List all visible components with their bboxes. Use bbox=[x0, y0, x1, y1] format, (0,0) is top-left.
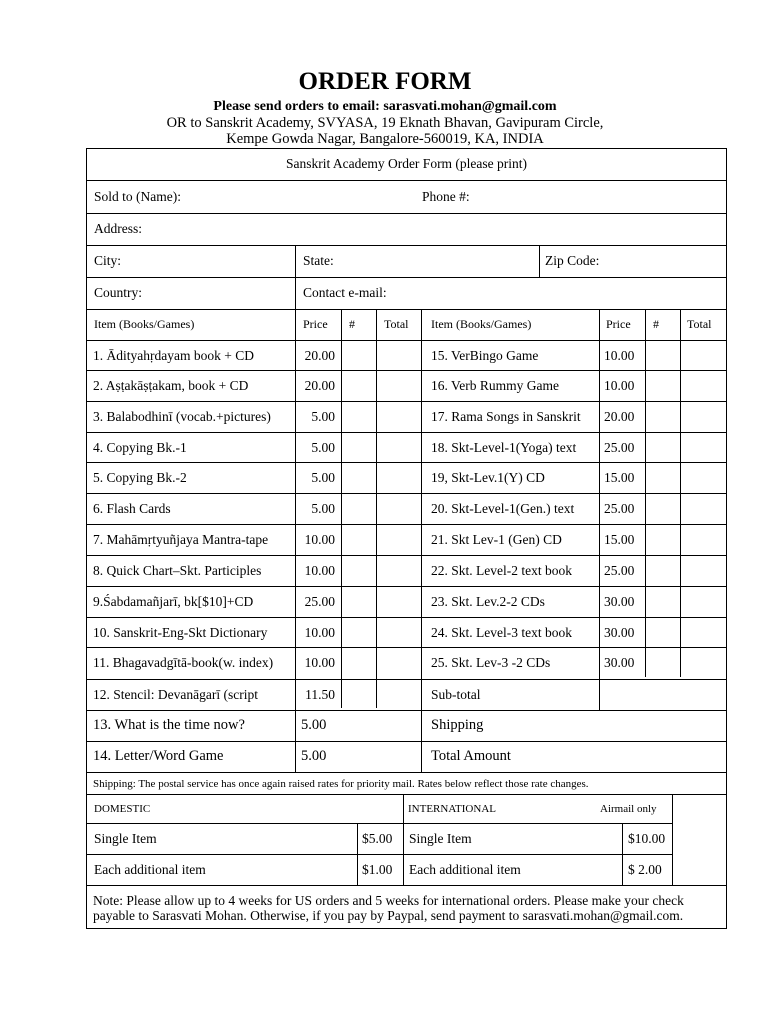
row-divider bbox=[87, 679, 726, 680]
col-divider bbox=[622, 823, 623, 885]
col-divider bbox=[645, 309, 646, 677]
row-divider bbox=[87, 586, 726, 587]
item-price: 5.00 bbox=[311, 409, 335, 424]
page-title: ORDER FORM bbox=[298, 68, 472, 95]
item-name: 19, Skt-Lev.1(Y) CD bbox=[431, 470, 545, 485]
footer-note-line-2: payable to Sarasvati Mohan. Otherwise, if you pay by Paypal, send payment to sarasvati.mohan@gmail.com. bbox=[93, 908, 684, 923]
col-divider bbox=[403, 794, 404, 885]
item-price: 25.00 bbox=[604, 563, 635, 578]
address-line-1: OR to Sanskrit Academy, SVYASA, 19 Eknath Bhavan, Gavipuram Circle, bbox=[166, 115, 604, 131]
dom-single-item-label: Single Item bbox=[94, 831, 157, 846]
form-header bbox=[0, 66, 770, 147]
item-name: 20. Skt-Level-1(Gen.) text bbox=[431, 501, 575, 516]
shipping-note: Shipping: The postal service has once again raised rates for priority mail. Rates below reflect those rate changes. bbox=[93, 778, 589, 790]
item-name: 11. Bhagavadgītā-book(w. index) bbox=[93, 655, 274, 670]
row-divider bbox=[87, 462, 726, 463]
item-name: 25. Skt. Lev-3 -2 CDs bbox=[431, 655, 551, 670]
item-price: 30.00 bbox=[604, 594, 635, 609]
international-label: INTERNATIONAL bbox=[408, 803, 496, 815]
item-name: 24. Skt. Level-3 text book bbox=[431, 625, 572, 640]
item-price: 5.00 bbox=[301, 717, 327, 733]
row-divider bbox=[87, 370, 726, 371]
email-instruction: Please send orders to email: sarasvati.mohan@gmail.com bbox=[213, 99, 557, 114]
phone-label: Phone #: bbox=[422, 189, 470, 204]
item-price: 10.00 bbox=[304, 625, 335, 640]
item-name: 6. Flash Cards bbox=[93, 501, 171, 516]
item-name: 10. Sanskrit-Eng-Skt Dictionary bbox=[93, 625, 268, 640]
item-price: 5.00 bbox=[311, 440, 335, 455]
city-label: City: bbox=[94, 253, 122, 268]
row-divider bbox=[87, 741, 726, 742]
row-divider bbox=[87, 401, 726, 402]
dom-additional-label: Each additional item bbox=[94, 862, 206, 877]
row-divider bbox=[87, 885, 726, 886]
item-name: 3. Balabodhinī (vocab.+pictures) bbox=[93, 409, 271, 424]
col-divider bbox=[357, 823, 358, 885]
intl-additional-label: Each additional item bbox=[409, 862, 521, 877]
row-divider bbox=[87, 854, 672, 855]
item-price: 25.00 bbox=[304, 594, 335, 609]
form-caption: Sanskrit Academy Order Form (please print) bbox=[285, 156, 528, 171]
footer-note-line-1: Note: Please allow up to 4 weeks for US orders and 5 weeks for international orders. Please make your check bbox=[93, 893, 684, 908]
item-price: 30.00 bbox=[604, 655, 635, 670]
item-name: 2. Aṣṭakāṣṭakam, book + CD bbox=[93, 378, 249, 393]
item-name: 22. Skt. Level-2 text book bbox=[431, 563, 572, 578]
col-divider bbox=[341, 309, 342, 708]
col-divider bbox=[672, 794, 673, 885]
item-price: 5.00 bbox=[311, 470, 335, 485]
col-divider bbox=[539, 245, 540, 277]
item-name: 5. Copying Bk.-2 bbox=[93, 470, 187, 485]
col-header-price: Price bbox=[303, 317, 328, 331]
item-price: 30.00 bbox=[604, 625, 635, 640]
item-name: 13. What is the time now? bbox=[93, 717, 245, 733]
row-divider bbox=[87, 245, 726, 246]
shipping-label: Shipping bbox=[431, 717, 484, 733]
col-divider bbox=[376, 309, 377, 708]
item-price: 20.00 bbox=[304, 348, 335, 363]
item-price: 11.50 bbox=[305, 687, 335, 702]
item-price: 10.00 bbox=[304, 532, 335, 547]
dom-single-item-rate: $5.00 bbox=[362, 831, 393, 846]
col-header-qty-2: # bbox=[653, 317, 659, 331]
zip-label: Zip Code: bbox=[545, 253, 600, 268]
item-price: 15.00 bbox=[604, 532, 635, 547]
item-name: 1. Ādityahṛdayam book + CD bbox=[93, 348, 254, 363]
item-name: 4. Copying Bk.-1 bbox=[93, 440, 187, 455]
col-divider bbox=[680, 309, 681, 677]
contact-label: Contact e-mail: bbox=[303, 285, 387, 300]
item-price: 10.00 bbox=[304, 563, 335, 578]
domestic-label: DOMESTIC bbox=[94, 803, 151, 815]
row-divider bbox=[87, 340, 726, 341]
item-name: 16. Verb Rummy Game bbox=[431, 378, 559, 393]
dom-additional-rate: $1.00 bbox=[362, 862, 393, 877]
country-label: Country: bbox=[94, 285, 143, 300]
item-name: 7. Mahāmṛtyuñjaya Mantra-tape bbox=[93, 532, 269, 547]
subtotal-label: Sub-total bbox=[431, 687, 481, 702]
item-price: 20.00 bbox=[604, 409, 635, 424]
col-divider bbox=[599, 309, 600, 677]
row-divider bbox=[87, 647, 726, 648]
address-label: Address: bbox=[94, 221, 142, 236]
col-divider bbox=[295, 245, 296, 277]
row-divider bbox=[87, 213, 726, 214]
item-name: 15. VerBingo Game bbox=[431, 348, 539, 363]
row-divider bbox=[87, 432, 726, 433]
item-name: 23. Skt. Lev.2-2 CDs bbox=[431, 594, 545, 609]
state-label: State: bbox=[303, 253, 334, 268]
item-name: 18. Skt-Level-1(Yoga) text bbox=[431, 440, 577, 455]
intl-additional-rate: $ 2.00 bbox=[628, 862, 662, 877]
item-price: 20.00 bbox=[304, 378, 335, 393]
row-divider bbox=[87, 524, 726, 525]
row-divider bbox=[87, 823, 672, 824]
item-price: 10.00 bbox=[604, 378, 635, 393]
item-price: 25.00 bbox=[604, 440, 635, 455]
intl-single-item-rate: $10.00 bbox=[628, 831, 666, 846]
col-header-item-2: Item (Books/Games) bbox=[431, 317, 532, 331]
item-name: 21. Skt Lev-1 (Gen) CD bbox=[431, 532, 562, 547]
item-price: 25.00 bbox=[604, 501, 635, 516]
row-divider bbox=[87, 493, 726, 494]
item-price: 5.00 bbox=[311, 501, 335, 516]
item-name: 8. Quick Chart–Skt. Participles bbox=[93, 563, 262, 578]
item-name: 14. Letter/Word Game bbox=[93, 748, 224, 764]
item-name: 9.Śabdamañjarī, bk[$10]+CD bbox=[93, 594, 254, 609]
row-divider bbox=[87, 794, 726, 795]
item-price: 10.00 bbox=[304, 655, 335, 670]
row-divider bbox=[87, 309, 726, 310]
col-header-total-2: Total bbox=[687, 317, 712, 331]
row-divider bbox=[87, 277, 726, 278]
total-amount-label: Total Amount bbox=[431, 748, 511, 764]
col-divider bbox=[599, 677, 600, 710]
col-header-item: Item (Books/Games) bbox=[94, 317, 195, 331]
col-divider bbox=[295, 277, 296, 309]
row-divider bbox=[87, 617, 726, 618]
row-divider bbox=[87, 772, 726, 773]
item-name: 17. Rama Songs in Sanskrit bbox=[431, 409, 581, 424]
col-header-total: Total bbox=[384, 317, 409, 331]
order-form bbox=[86, 148, 727, 929]
airmail-label: Airmail only bbox=[600, 803, 657, 815]
item-price: 5.00 bbox=[301, 748, 327, 764]
row-divider bbox=[87, 180, 726, 181]
item-price: 15.00 bbox=[604, 470, 635, 485]
col-divider bbox=[421, 309, 422, 772]
item-name: 12. Stencil: Devanāgarī (script bbox=[93, 687, 258, 702]
intl-single-item-label: Single Item bbox=[409, 831, 472, 846]
address-line-2: Kempe Gowda Nagar, Bangalore-560019, KA, INDIA bbox=[226, 131, 544, 147]
sold-to-label: Sold to (Name): bbox=[94, 189, 181, 204]
col-header-price-2: Price bbox=[606, 317, 631, 331]
row-divider bbox=[87, 555, 726, 556]
item-price: 10.00 bbox=[604, 348, 635, 363]
row-divider bbox=[87, 710, 726, 711]
col-header-qty: # bbox=[349, 317, 355, 331]
